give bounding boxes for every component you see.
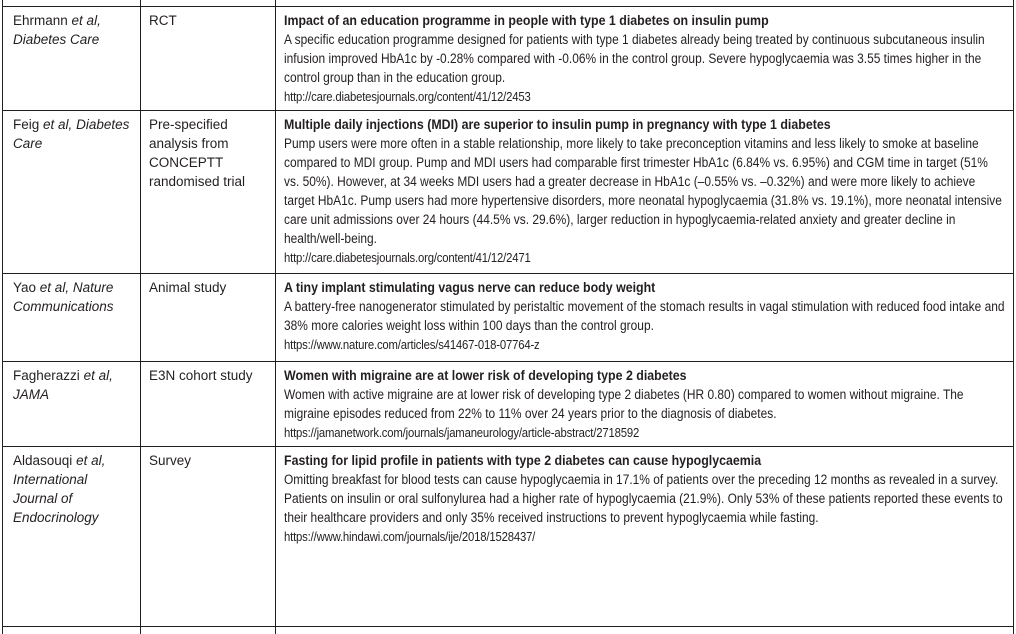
- digest-table: [2, 0, 1014, 634]
- summary-cell: [276, 627, 1014, 634]
- article-title: Impact of an education programme in people with type 1 diabetes on insulin pump: [284, 12, 769, 28]
- author-name: Feig: [13, 117, 40, 132]
- article-summary: Women with active migraine are at lower risk of developing type 2 diabetes (HR 0.80) compared to women without migraine. The migraine episodes reduced from 22% to 11% over 24 years prior to the diagnosis of diabetes.: [284, 387, 964, 421]
- study-type-cell: [141, 111, 276, 274]
- table-row: [3, 7, 1014, 111]
- table-row-partial-bottom: [3, 627, 1014, 634]
- table-row: [3, 447, 1014, 627]
- source-cell: [3, 447, 141, 627]
- source-cell: [3, 627, 141, 634]
- etal-label: et al,: [39, 280, 70, 295]
- study-type-label: E3N cohort study: [149, 368, 253, 383]
- table-row: [3, 274, 1014, 362]
- article-link[interactable]: http://care.diabetesjournals.org/content/41/12/2453: [284, 89, 531, 104]
- table-row: [3, 362, 1014, 447]
- source-cell: [3, 274, 141, 362]
- author-name: Aldasouqi: [13, 453, 73, 468]
- source-cell: [3, 362, 141, 447]
- article-link[interactable]: https://www.hindawi.com/journals/ije/2018/1528437/: [284, 529, 536, 544]
- etal-label: et al,: [76, 453, 106, 468]
- source-cell: [3, 111, 141, 274]
- article-link[interactable]: https://www.nature.com/articles/s41467-018-07764-z: [284, 337, 540, 352]
- journal-name: Diabetes Care: [13, 117, 130, 151]
- study-type-label: RCT: [149, 13, 177, 28]
- source-cell: [3, 7, 141, 111]
- journal-name: Nature Communications: [13, 280, 114, 314]
- study-type-cell: [141, 362, 276, 447]
- article-title: Women with migraine are at lower risk of developing type 2 diabetes: [284, 367, 687, 383]
- study-type-cell: [141, 7, 276, 111]
- article-summary: A specific education programme designed for patients with type 1 diabetes already being treated by continuous subcutaneous insulin infusion improved HbA1c by -0.28% compared with -0.06% in the control group. Severe hypoglycaemia was 3.55 times higher in the control group than in the education group.: [284, 32, 985, 85]
- author-name: Ehrmann: [13, 13, 68, 28]
- summary-cell: [276, 111, 1014, 274]
- study-type-label: Survey: [149, 453, 192, 468]
- article-title: A tiny implant stimulating vagus nerve can reduce body weight: [284, 279, 656, 295]
- article-title: Multiple daily injections (MDI) are superior to insulin pump in pregnancy with type 1 diabetes: [284, 116, 831, 132]
- study-type-cell: [141, 627, 276, 634]
- summary-cell: [276, 362, 1014, 447]
- article-summary: Pump users were more often in a stable relationship, more likely to take preconception vitamins and less likely to smoke at baseline compared to MDI group. Pump and MDI users had comparable first trimester HbA1c (6.84% vs. 6.95%) and CGM time in target (51% vs. 50%). However, at 34 weeks MDI users had a greater decrease in HbA1c (–0.55% vs. –0.32%) and were more likely to achieve target HbA1c. Pump users had more hypertensive disorders, more neonatal hypoglycaemia (31.8% vs. 19.1%), more neonatal intensive care unit admissions over 24 hours (44.5% vs. 29.6%), larger reduction in hypoglycaemia-related anxiety and greater decline in health/well-being.: [284, 136, 1002, 246]
- article-title: Fasting for lipid profile in patients with type 2 diabetes can cause hypoglycaemia: [284, 452, 762, 468]
- summary-cell: [276, 274, 1014, 362]
- author-name: Fagherazzi: [13, 368, 80, 383]
- study-type-label: Pre-specified analysis from CONCEPTT randomised trial: [149, 117, 246, 189]
- summary-cell: [276, 447, 1014, 627]
- table-row: [3, 111, 1014, 274]
- summary-cell: [276, 7, 1014, 111]
- journal-name: International Journal of Endocrinology: [13, 472, 99, 525]
- study-type-label: Animal study: [149, 280, 227, 295]
- article-summary: A battery-free nanogenerator stimulated by peristaltic movement of the stomach results in vagal stimulation with reduced food intake and 38% more calories weight loss within 100 days than the control group.: [284, 299, 1005, 333]
- article-link[interactable]: http://care.diabetesjournals.org/content/41/12/2471: [284, 250, 531, 265]
- article-link[interactable]: https://jamanetwork.com/journals/jamaneurology/article-abstract/2718592: [284, 425, 640, 440]
- author-name: Yao: [13, 280, 37, 295]
- etal-label: et al,: [43, 117, 73, 132]
- article-summary: Omitting breakfast for blood tests can cause hypoglycaemia in 17.1% of patients over the preceding 12 months as revealed in a survey. Patients on insulin or oral sulfonylurea had a higher rate of hypoglycaemia (21.9%). Only 53% of these patients reported these events to their healthcare providers and only 35% received instructions to prevent hypoglycaemia while fasting.: [284, 472, 1003, 525]
- journal-name: JAMA: [13, 387, 50, 402]
- study-type-cell: [141, 447, 276, 627]
- etal-label: et al,: [83, 368, 113, 383]
- etal-label: et al,: [71, 13, 101, 28]
- study-type-cell: [141, 274, 276, 362]
- journal-name: Diabetes Care: [13, 32, 100, 47]
